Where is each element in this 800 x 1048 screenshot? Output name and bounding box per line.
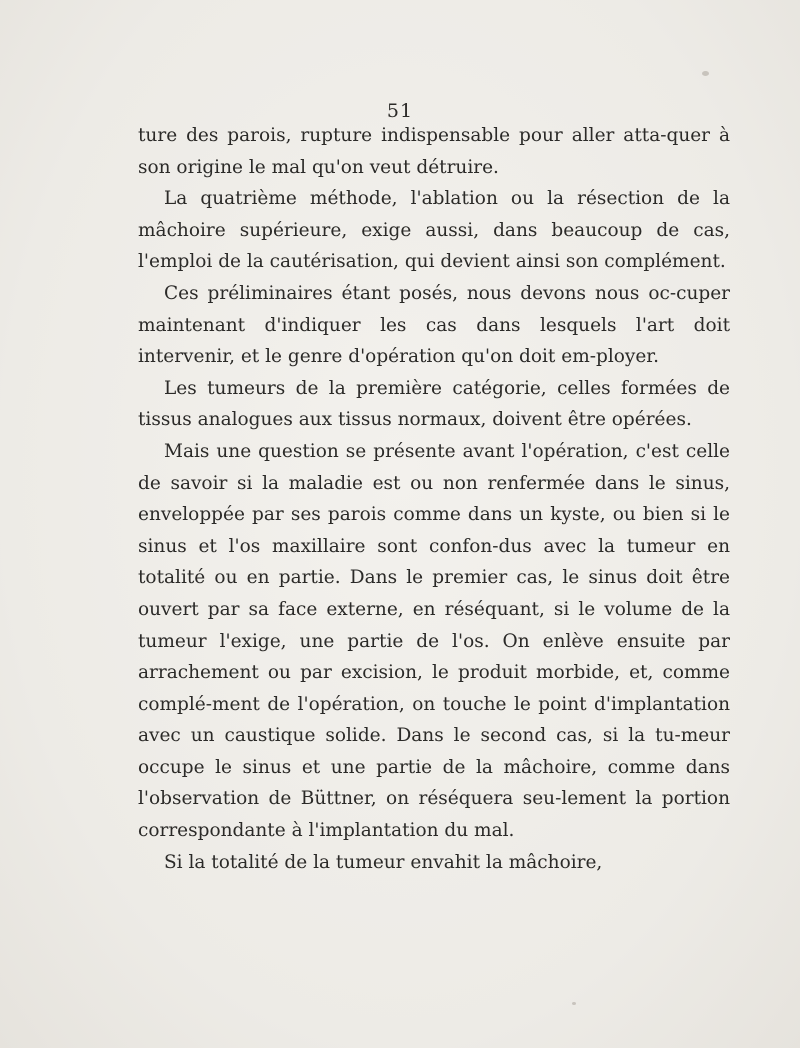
paragraph: ture des parois, rupture indispensable pour aller atta-quer à son origine le mal qu'on veut détruire. <box>138 125 730 178</box>
paper-stain <box>702 71 709 76</box>
page-number: 51 <box>386 100 414 122</box>
body-text <box>138 120 730 878</box>
paragraph: Si la totalité de la tumeur envahit la mâchoire, <box>164 851 603 873</box>
paragraph: Mais une question se présente avant l'opération, c'est celle de savoir si la maladie est ou non renfermée dans le sinus, enveloppée par ses parois comme dans un kyste, ou bien si le sinus et l'os maxillaire sont confon-dus avec la tumeur en totalité ou en partie. Dans le premier cas, le sinus doit être ouvert par sa face externe, en réséquant, si le volume de la tumeur l'exige, une partie de l'os. On enlève ensuite par arrachement ou par excision, le produit morbide, et, comme complé-ment de l'opération, on touche le point d'implantation avec un caustique solide. Dans le second cas, si la tu-meur occupe le sinus et une partie de la mâchoire, comme dans l'observation de Büttner, on réséquera seu-lement la portion correspondante à l'implantation du mal. <box>138 440 730 842</box>
paragraph: Ces préliminaires étant posés, nous devons nous oc-cuper maintenant d'indiquer les cas dans lesquels l'art doit intervenir, et le genre d'opération qu'on doit em-ployer. <box>138 282 730 368</box>
paragraph: Les tumeurs de la première catégorie, celles formées de tissus analogues aux tissus normaux, doivent être opérées. <box>138 377 730 431</box>
paragraph: La quatrième méthode, l'ablation ou la résection de la mâchoire supérieure, exige aussi, dans beaucoup de cas, l'emploi de la cautérisation, qui devient ainsi son complément. <box>138 188 730 273</box>
paper-stain <box>572 1002 576 1005</box>
